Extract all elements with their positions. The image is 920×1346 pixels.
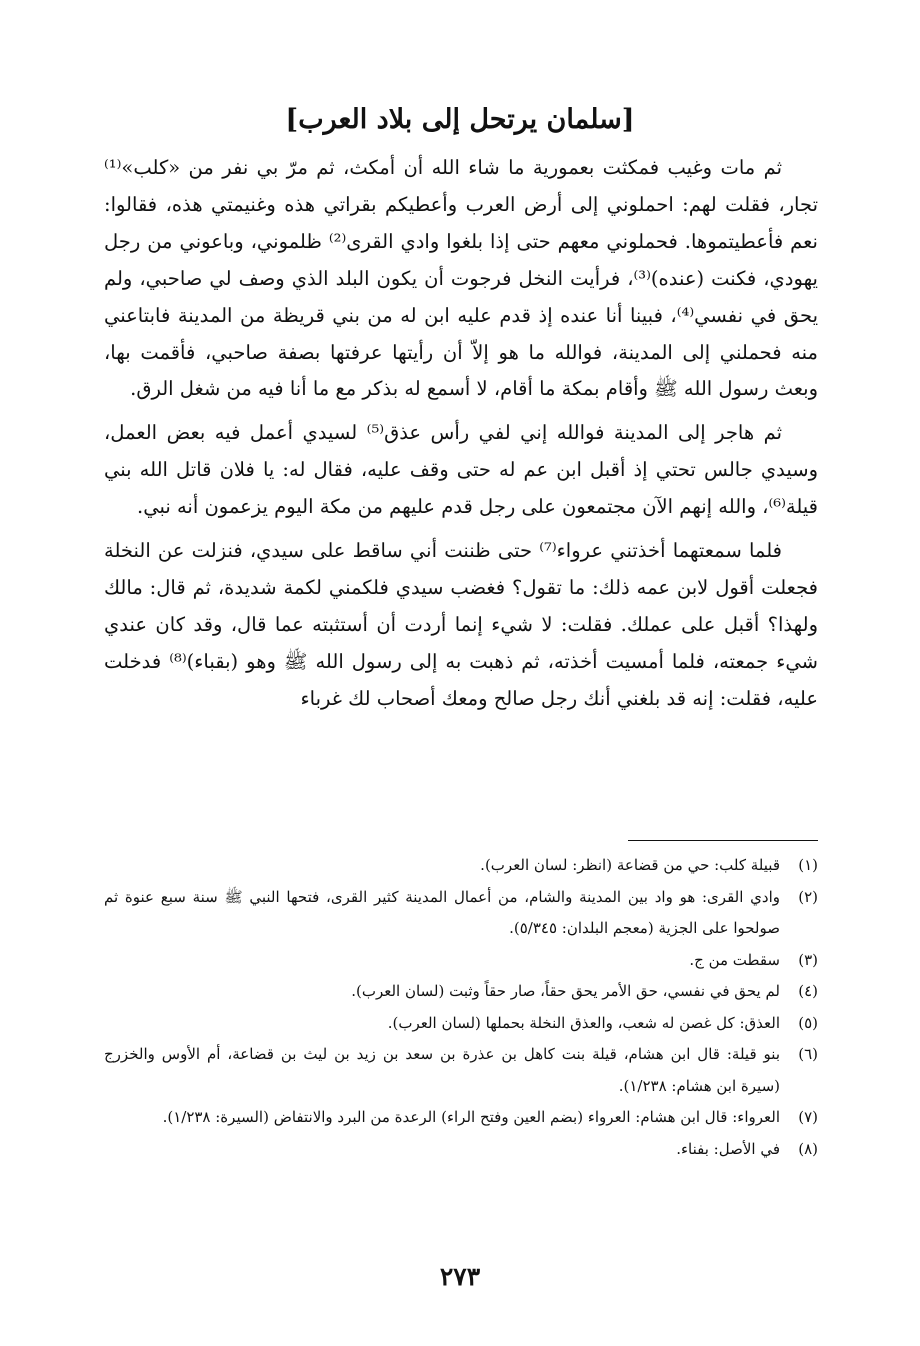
footnote-8 xyxy=(104,1134,818,1166)
footnotes xyxy=(104,850,818,1165)
footnote-number: (٥) xyxy=(798,1013,818,1032)
footnote-text: وادي القرى: هو واد بين المدينة والشام، من أعمال المدينة كثير القرى، فتحها النبي ﷺ سنة سبع عنوة ثم صولحوا على الجزية (معجم البلدان: ٥/٣٤٥). xyxy=(104,887,780,937)
main-text xyxy=(104,150,818,718)
footnote-text: العرواء: قال ابن هشام: العرواء (بضم العين وفتح الراء) الرعدة من البرد والانتفاض (السيرة: ١/٢٣٨). xyxy=(162,1108,780,1126)
paragraph-1: ثم مات وغيب فمكثت بعمورية ما شاء الله أن أمكث، ثم مرّ بي نفر من «كلب»⁽¹⁾ تجار، فقلت لهم: احملوني إلى أرض العرب وأعطيكم بقراتي هذه وغنيمتي هذه، فقالوا: نعم فأعطيتموها. فحملوني معهم حتى إذا بلغوا وادي القرى⁽²⁾ ظلموني، وباعوني من رجل يهودي، فكنت (عنده)⁽³⁾، فرأيت النخل فرجوت أن يكون البلد الذي وصف لي صاحبي، ولم يحق في نفسي⁽⁴⁾، فبينا أنا عنده إذ قدم عليه ابن له من بني قريظة من المدينة فابتاعني منه فحملني إلى المدينة، فوالله ما هو إلاّ أن رأيتها عرفتها بصفة صاحبي، فأقمت بها، وبعث رسول الله ﷺ وأقام بمكة ما أقام، لا أسمع له بذكر مع ما أنا فيه من شغل الرق. xyxy=(104,156,818,401)
footnote-number: (١) xyxy=(798,856,818,874)
footnote-6 xyxy=(104,1039,818,1102)
footnote-3 xyxy=(104,945,818,977)
footnote-number: (٤) xyxy=(798,982,818,1000)
footnote-text: في الأصل: بفناء. xyxy=(676,1139,780,1158)
footnote-text: قبيلة كلب: حي من قضاعة (انظر: لسان العرب). xyxy=(480,856,780,874)
footnote-4 xyxy=(104,976,818,1008)
footnote-1 xyxy=(104,850,818,882)
footnote-5 xyxy=(104,1008,818,1040)
footnote-2 xyxy=(104,882,818,945)
footnote-number: (٧) xyxy=(798,1108,818,1126)
footnote-number: (٦) xyxy=(798,1045,818,1063)
paragraph-3: فلما سمعتهما أخذتني عرواء⁽⁷⁾ حتى ظننت أني ساقط على سيدي، فنزلت عن النخلة فجعلت أقول لابن عمه ذلك: ما تقول؟ فغضب سيدي فلكمني لكمة شديدة، ثم قال: مالك ولهذا؟ أقبل على عملك. فقلت: لا شيء إنما أردت أن أستثبته عما قال، وقد كان عندي شيء جمعته، فلما أمسيت أخذته، ثم ذهبت به إلى رسول الله ﷺ وهو (بقباء)⁽⁸⁾ فدخلت عليه، فقلت: إنه قد بلغني أنك رجل صالح ومعك أصحاب لك غرباء xyxy=(104,539,818,710)
footnote-text: لم يحق في نفسي، حق الأمر يحق حقاً، صار حقاً وثبت (لسان العرب). xyxy=(351,982,780,1000)
footnote-text: العذق: كل غصن له شعب، والعذق النخلة بحملها (لسان العرب). xyxy=(387,1013,780,1032)
footnote-text: بنو قيلة: قال ابن هشام، قيلة بنت كاهل بن عذرة بن سعد بن زيد بن ليث بن قضاعة، أم الأوس والخزرج (سيرة ابن هشام: ١/٢٣٨). xyxy=(104,1045,780,1095)
footnote-number: (٢) xyxy=(798,887,818,906)
footnote-7 xyxy=(104,1102,818,1134)
footnote-text: سقطت من ج. xyxy=(689,950,780,969)
footnote-number: (٨) xyxy=(798,1139,818,1158)
footnote-number: (٣) xyxy=(798,950,818,969)
footnote-divider xyxy=(628,840,818,841)
page-number: ٢٧٣ xyxy=(439,1262,481,1291)
section-title: [سلمان يرتحل إلى بلاد العرب] xyxy=(285,104,635,135)
paragraph-2: ثم هاجر إلى المدينة فوالله إني لفي رأس عذق⁽⁵⁾ لسيدي أعمل فيه بعض العمل، وسيدي جالس تحتي إذ أقبل ابن عم له حتى وقف عليه، فقال له: يا فلان قاتل الله بني قيلة⁽⁶⁾، والله إنهم الآن مجتمعون على رجل قدم عليهم من مكة اليوم يزعمون أنه نبي. xyxy=(104,421,818,519)
